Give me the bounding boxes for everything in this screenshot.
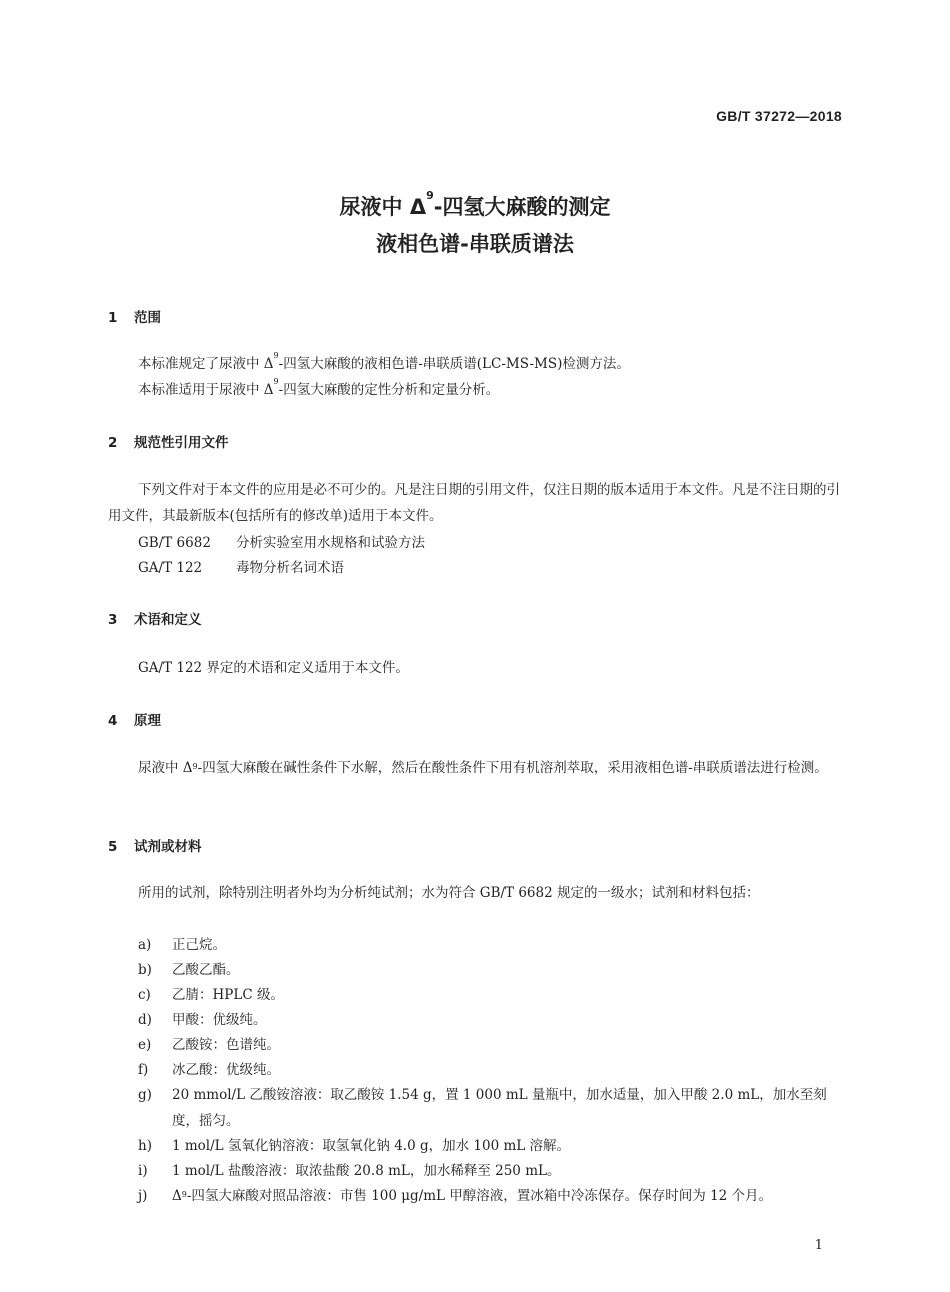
list-item: j) $\Delta^9-$四氢大麻酸对照品溶液：市售 100 μg/mL 甲醇溶液，置冰箱中冷冻保存。保存时间为 12 个月。 bbox=[138, 1188, 773, 1204]
section-2-heading: 2 规范性引用文件 bbox=[108, 435, 229, 451]
section-1-heading: 1 范围 bbox=[108, 310, 161, 326]
reference-item: GA/T 122 毒物分析名词术语 bbox=[138, 560, 344, 576]
section-1-paragraph-1: 本标准规定了尿液中 $\Delta^9-$四氢大麻酸的液相色谱-串联质谱(LC-MS-MS)检测方法。 bbox=[138, 351, 630, 372]
list-item: i) 1 mol/L 盐酸溶液：取浓盐酸 20.8 mL，加水稀释至 250 mL。 bbox=[138, 1163, 561, 1179]
document-title-line2: 液相色谱-串联质谱法 bbox=[376, 232, 574, 256]
section-1-paragraph-2: 本标准适用于尿液中 $\Delta^9-$四氢大麻酸的定性分析和定量分析。 bbox=[138, 377, 500, 398]
list-item: b) 乙酸乙酯。 bbox=[138, 962, 240, 978]
list-item: e) 乙酸铵：色谱纯。 bbox=[138, 1037, 280, 1053]
reference-item: GB/T 6682 分析实验室用水规格和试验方法 bbox=[138, 535, 425, 551]
list-item: g) 20 mmol/L 乙酸铵溶液：取乙酸铵 1.54 g，置 1 000 mL 量瓶中，加水适量，加入甲酸 2.0 mL，加水至刻度，摇匀。 bbox=[138, 1087, 827, 1129]
section-5-paragraph: 所用的试剂，除特别注明者外均为分析纯试剂；水为符合 GB/T 6682 规定的一级水；试剂和材料包括： bbox=[138, 885, 760, 901]
document-title-line1: 尿液中 $\Delta^9-$四氢大麻酸的测定 bbox=[339, 189, 611, 219]
section-2-paragraph: 下列文件对于本文件的应用是必不可少的。凡是注日期的引用文件，仅注日期的版本适用于本文件。凡是不注日期的引用文件，其最新版本(包括所有的修改单)适用于本文件。 bbox=[108, 482, 840, 524]
section-4-paragraph: 尿液中 $\Delta^9-$四氢大麻酸在碱性条件下水解，然后在酸性条件下用有机溶剂萃取，采用液相色谱-串联质谱法进行检测。 bbox=[138, 760, 828, 776]
list-item: h) 1 mol/L 氢氧化钠溶液：取氢氧化钠 4.0 g，加水 100 mL 溶解。 bbox=[138, 1138, 571, 1154]
standard-code: GB/T 37272—2018 bbox=[716, 108, 842, 124]
list-item: a) 正己烷。 bbox=[138, 937, 226, 953]
section-3-heading: 3 术语和定义 bbox=[108, 612, 202, 628]
section-5-heading: 5 试剂或材料 bbox=[108, 839, 202, 855]
section-3-paragraph: GA/T 122 界定的术语和定义适用于本文件。 bbox=[138, 660, 409, 676]
list-item: c) 乙腈：HPLC 级。 bbox=[138, 987, 284, 1003]
list-item: d) 甲酸：优级纯。 bbox=[138, 1012, 267, 1028]
list-item: f) 冰乙酸：优级纯。 bbox=[138, 1062, 280, 1078]
page-number: 1 bbox=[814, 1238, 823, 1253]
section-4-heading: 4 原理 bbox=[108, 713, 161, 729]
